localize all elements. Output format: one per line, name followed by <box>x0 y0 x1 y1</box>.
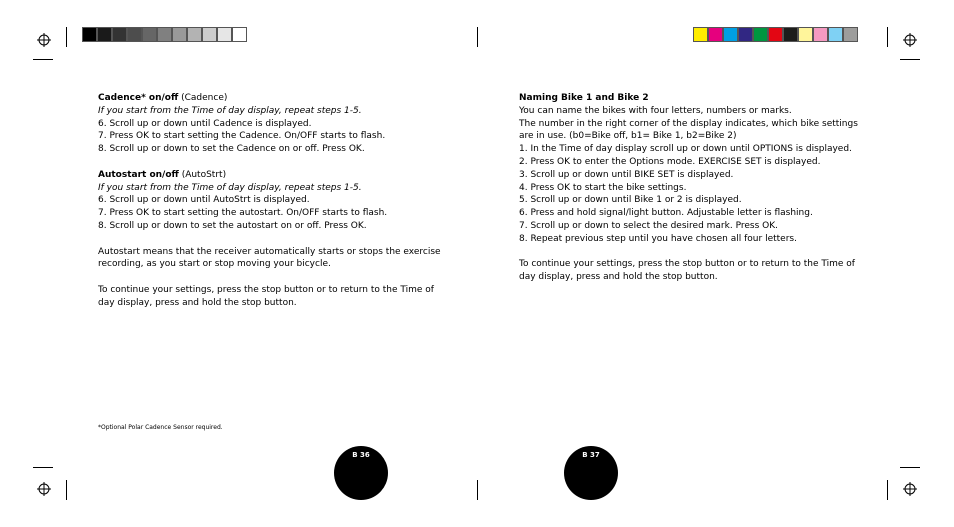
cadence-title: Cadence* on/off <box>98 93 179 103</box>
autostart-step: 8. Scroll up or down to set the autostart on or off. Press OK. <box>98 220 367 231</box>
page-number: B 37 <box>582 451 600 459</box>
intro-line: You can name the bikes with four letters, numbers or marks. <box>519 105 792 116</box>
color-swatch <box>723 27 738 42</box>
bike-step: 3. Scroll up or down until BIKE SET is displayed. <box>519 169 734 180</box>
page-number-badge <box>564 446 618 500</box>
page-number-badge <box>334 446 388 500</box>
bike-step: 6. Press and hold signal/light button. Adjustable letter is flashing. <box>519 208 813 219</box>
autostart-note: If you start from the Time of day display, repeat steps 1-5. <box>98 182 362 193</box>
continue-instruction-line: day display, press and hold the stop button. <box>98 297 297 308</box>
cadence-step: 6. Scroll up or down until Cadence is displayed. <box>98 118 312 129</box>
right-page <box>477 0 954 527</box>
naming-bike-heading: Naming Bike 1 and Bike 2 <box>519 93 649 103</box>
cadence-note: If you start from the Time of day display, repeat steps 1-5. <box>98 105 362 116</box>
bike-step: 5. Scroll up or down until Bike 1 or 2 is displayed. <box>519 195 742 206</box>
cadence-step: 8. Scroll up or down to set the Cadence on or off. Press OK. <box>98 144 365 155</box>
footnote: *Optional Polar Cadence Sensor required. <box>98 424 223 431</box>
color-calibration-strip <box>693 27 858 44</box>
cadence-title-suffix: (Cadence) <box>178 93 228 103</box>
page-number: B 36 <box>352 451 370 459</box>
bike-step: 4. Press OK to start the bike settings. <box>519 182 687 193</box>
autostart-description-line: Autostart means that the receiver automatically starts or stops the exercise <box>98 246 441 257</box>
bike-step: 2. Press OK to enter the Options mode. EXERCISE SET is displayed. <box>519 156 821 167</box>
continue-instruction-line: day display, press and hold the stop button. <box>519 272 718 283</box>
autostart-description-line: recording, as you start or stop moving your bicycle. <box>98 259 331 270</box>
color-swatch <box>783 27 798 42</box>
autostart-step: 6. Scroll up or down until AutoStrt is displayed. <box>98 195 310 206</box>
autostart-step: 7. Press OK to start setting the autostart. On/OFF starts to flash. <box>98 208 388 219</box>
color-swatch <box>843 27 858 42</box>
right-page-content <box>519 92 864 284</box>
intro-line: are in use. (b0=Bike off, b1= Bike 1, b2=Bike 2) <box>519 131 737 142</box>
cadence-heading <box>98 92 443 105</box>
continue-instruction-line: To continue your settings, press the stop button or to return to the Time of <box>98 284 434 295</box>
color-swatch <box>693 27 708 42</box>
color-swatch <box>813 27 828 42</box>
color-swatch <box>798 27 813 42</box>
bike-step: 8. Repeat previous step until you have chosen all four letters. <box>519 233 797 244</box>
bike-step: 1. In the Time of day display scroll up or down until OPTIONS is displayed. <box>519 144 852 155</box>
color-swatch <box>708 27 723 42</box>
left-page-content <box>98 92 443 310</box>
color-swatch <box>768 27 783 42</box>
autostart-heading <box>98 169 443 182</box>
autostart-title: Autostart on/off <box>98 169 179 180</box>
cadence-step: 7. Press OK to start setting the Cadence. On/OFF starts to flash. <box>98 131 386 142</box>
autostart-title-suffix: (AutoStrt) <box>178 169 227 180</box>
color-swatch <box>738 27 753 42</box>
color-swatch <box>828 27 843 42</box>
color-swatch <box>753 27 768 42</box>
continue-instruction-line: To continue your settings, press the stop button or to return to the Time of <box>519 259 855 270</box>
bike-step: 7. Scroll up or down to select the desired mark. Press OK. <box>519 220 778 231</box>
intro-line: The number in the right corner of the display indicates, which bike settings <box>519 118 858 129</box>
